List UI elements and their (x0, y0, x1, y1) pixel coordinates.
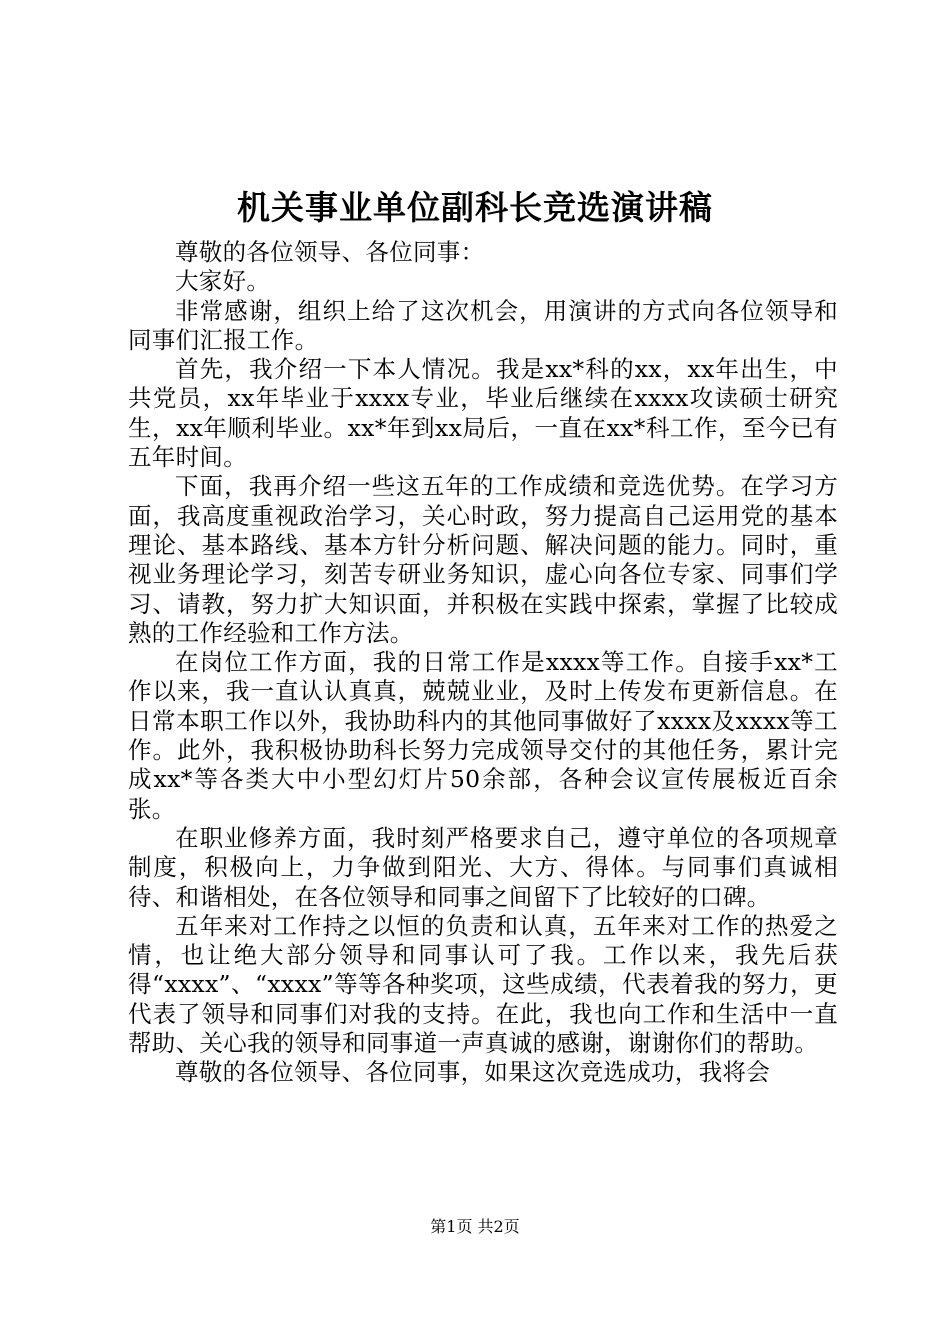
paragraph: 尊敬的各位领导、各位同事，如果这次竞选成功，我将会 (175, 1058, 770, 1087)
paragraph: 在职业修养方面，我时刻严格要求自己，遵守单位的各项规章制度，积极向上，力争做到阳光、大方、得体。与同事们真诚相待、和谐相处，在各位领导和同事之间留下了比较好的口碑。 (128, 823, 838, 911)
page-footer: 第1页 共2页 (430, 1217, 520, 1236)
paragraph: 非常感谢，组织上给了这次机会，用演讲的方式向各位领导和同事们汇报工作。 (128, 296, 838, 354)
document-body (128, 238, 838, 1088)
paragraph: 五年来对工作持之以恒的负责和认真，五年来对工作的热爱之情，也让绝大部分领导和同事认可了我。工作以来，我先后获得“xxxx”、“xxxx”等等各种奖项，这些成绩，代表着我的努力，更代表了领导和同事们对我的支持。在此，我也向工作和生活中一直帮助、关心我的领导和同事道一声真诚的感谢，谢谢你们的帮助。 (128, 911, 838, 1058)
salutation: 尊敬的各位领导、各位同事： (175, 238, 485, 266)
greeting: 大家好。 (175, 267, 271, 296)
paragraph: 在岗位工作方面，我的日常工作是xxxx等工作。自接手xx*工作以来，我一直认认真真，兢兢业业，及时上传发布更新信息。在日常本职工作以外，我协助科内的其他同事做好了xxxx及xxxx等工作。此外，我积极协助科长努力完成领导交付的其他任务，累计完成xx*等各类大中小型幻灯片50余部，各种会议宣传展板近百余张。 (128, 648, 838, 823)
paragraph: 首先，我介绍一下本人情况。我是xx*科的xx，xx年出生，中共党员，xx年毕业于xxxx专业，毕业后继续在xxxx攻读硕士研究生，xx年顺利毕业。xx*年到xx局后，一直在xx*科工作，至今已有五年时间。 (128, 355, 838, 472)
document-title: 机关事业单位副科长竞选演讲稿 (237, 188, 713, 227)
paragraph: 下面，我再介绍一些这五年的工作成绩和竞选优势。在学习方面，我高度重视政治学习，关心时政，努力提高自己运用党的基本理论、基本路线、基本方针分析问题、解决问题的能力。同时，重视业务理论学习，刻苦专研业务知识，虚心向各位专家、同事们学习、请教，努力扩大知识面，并积极在实践中探索，掌握了比较成熟的工作经验和工作方法。 (128, 472, 838, 647)
